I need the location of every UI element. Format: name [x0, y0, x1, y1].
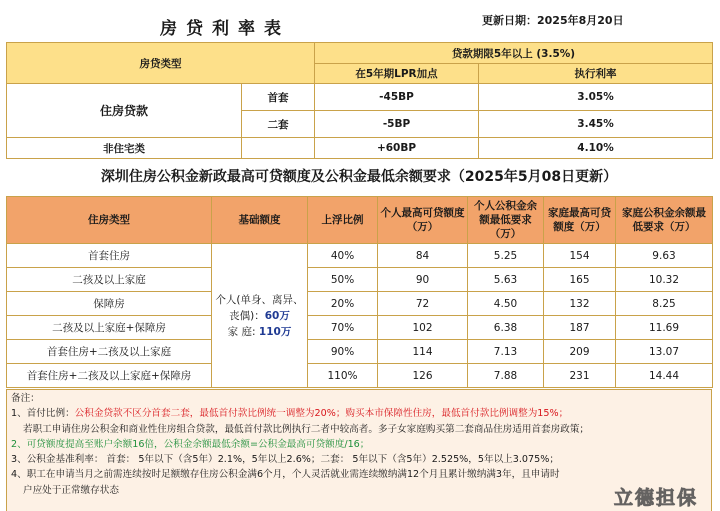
fund-table-title: 深圳住房公积金新政最高可贷额度及公积金最低余额要求（2025年5月08日更新） — [100, 169, 618, 185]
col-personal-max: 个人最高可贷额度（万） — [378, 197, 468, 244]
svg-text:立德担保: 立德担保 — [614, 487, 699, 509]
row-sub-first: 首套 — [242, 84, 315, 111]
cell-personal-min: 6.38 — [468, 316, 544, 340]
table-row-type: 首套住房+二孩及以上家庭 — [7, 340, 212, 364]
table-row-type: 二孩及以上家庭+保障房 — [7, 316, 212, 340]
mortgage-rate-table — [6, 42, 713, 159]
note-1-line2: 若职工申请住房公积金和商业性住房组合贷款，最低首付款比例执行二者中较高者。多子女家庭购买第二套商品住房适用首套房政策； — [23, 423, 590, 435]
cell-family: 165 — [544, 268, 616, 292]
note-4-line2: 户应处于正常缴存状态 — [23, 484, 119, 496]
cell-personal: 90 — [378, 268, 468, 292]
cell-ratio: 70% — [308, 316, 378, 340]
row-type-nonresidential: 非住宅类 — [7, 138, 242, 159]
cell-family: 209 — [544, 340, 616, 364]
table-row-type: 首套住房+二孩及以上家庭+保障房 — [7, 364, 212, 388]
cell-personal-min: 4.50 — [468, 292, 544, 316]
cell-personal-min: 7.13 — [468, 340, 544, 364]
table-row-type: 二孩及以上家庭 — [7, 268, 212, 292]
table-row-type: 首套住房 — [7, 244, 212, 268]
table-row-type: 保障房 — [7, 292, 212, 316]
col-family-max: 家庭最高可贷额度（万） — [544, 197, 616, 244]
cell-personal-min: 5.25 — [468, 244, 544, 268]
col-float-ratio: 上浮比例 — [308, 197, 378, 244]
base-amount-cell: 个人(单身、离异、 丧偶)：60万 家 庭: 110万 — [212, 244, 308, 388]
note-2: 2、可贷额度提高至账户余额16倍，公积金余额最低余额=公积金最高可贷额度/16； — [11, 438, 370, 450]
col-loan-type: 房贷类型 — [7, 43, 315, 84]
individual-amount: 60万 — [264, 309, 290, 322]
loan-period-header: 贷款期限5年以上 (3.5%) — [315, 43, 713, 64]
cell-ratio: 20% — [308, 292, 378, 316]
col-personal-min-balance: 个人公积金余额最低要求（万） — [468, 197, 544, 244]
notes-title: 备注： — [11, 393, 40, 404]
rate-second: 3.45% — [479, 111, 713, 138]
note-4: 4、职工在申请当月之前需连续按时足额缴存住房公积金满6个月，个人灵活就业需连续缴纳满12个月且累计缴纳满3年，且申请时 — [11, 469, 560, 481]
col-family-min-balance: 家庭公积金余额最低要求（万） — [616, 197, 713, 244]
note-1 — [11, 406, 707, 421]
base-line1: 个人(单身、离异、 — [215, 293, 304, 306]
base-line2: 丧偶) — [229, 309, 255, 322]
cell-ratio: 90% — [308, 340, 378, 364]
cell-ratio: 40% — [308, 244, 378, 268]
family-amount: 110万 — [258, 325, 292, 338]
watermark-logo — [612, 484, 716, 510]
cell-family-min: 10.32 — [616, 268, 713, 292]
cell-personal: 126 — [378, 364, 468, 388]
cell-family-min: 8.25 — [616, 292, 713, 316]
cell-family: 231 — [544, 364, 616, 388]
row-type-housing: 住房贷款 — [7, 84, 242, 138]
cell-family: 154 — [544, 244, 616, 268]
cell-personal-min: 5.63 — [468, 268, 544, 292]
cell-personal: 114 — [378, 340, 468, 364]
housing-fund-table — [6, 196, 713, 388]
cell-personal: 102 — [378, 316, 468, 340]
cell-personal: 84 — [378, 244, 468, 268]
col-base-amount: 基础额度 — [212, 197, 308, 244]
col-lpr-spread: 在5年期LPR加点 — [315, 64, 479, 84]
cell-family-min: 11.69 — [616, 316, 713, 340]
family-label: 家 庭: — [227, 325, 256, 338]
page-title: 房贷利率表 — [160, 19, 290, 39]
cell-family: 187 — [544, 316, 616, 340]
update-date: 更新日期：2025年8月20日 — [482, 14, 624, 27]
rate-first: 3.05% — [479, 84, 713, 111]
notes-section — [6, 389, 712, 511]
note-1-prefix: 1、首付比例： — [11, 408, 75, 420]
cell-family: 132 — [544, 292, 616, 316]
lpr-second: -5BP — [315, 111, 479, 138]
col-exec-rate: 执行利率 — [479, 64, 713, 84]
note-3: 3、公积金基准利率： 首套： 5年以下（含5年）2.1%，5年以上2.6%；二套： 5年以下（含5年）2.525%，5年以上3.075%； — [11, 454, 559, 466]
cell-ratio: 110% — [308, 364, 378, 388]
note-1-highlight: 公积金贷款不区分首套二套，最低首付款比例统一调整为20%；购买本市保障性住房，最低首付款比例调整为15%； — [74, 408, 569, 420]
cell-ratio: 50% — [308, 268, 378, 292]
cell-personal: 72 — [378, 292, 468, 316]
col-housing-type: 住房类型 — [7, 197, 212, 244]
lpr-nonresidential: +60BP — [315, 138, 479, 159]
cell-family-min: 14.44 — [616, 364, 713, 388]
lpr-first: -45BP — [315, 84, 479, 111]
cell-family-min: 13.07 — [616, 340, 713, 364]
cell-family-min: 9.63 — [616, 244, 713, 268]
row-sub-second: 二套 — [242, 111, 315, 138]
cell-personal-min: 7.88 — [468, 364, 544, 388]
rate-nonresidential: 4.10% — [479, 138, 713, 159]
